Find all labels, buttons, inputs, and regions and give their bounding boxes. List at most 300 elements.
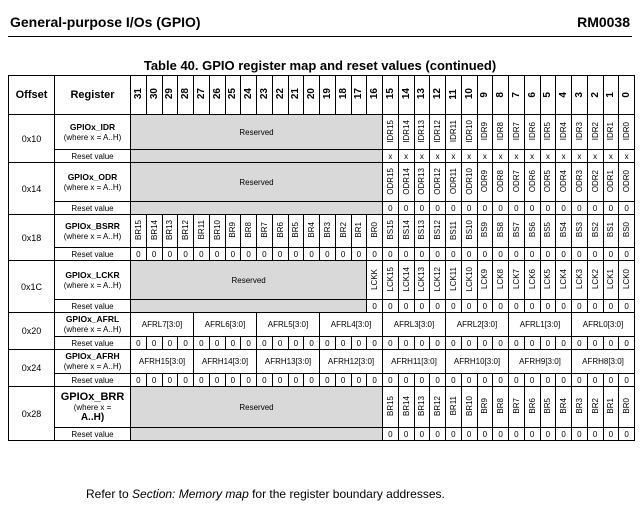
field-label: BS11 [448, 220, 458, 240]
field-bit [493, 163, 509, 202]
reset-bit: 0 [398, 337, 414, 350]
field-label: BR0 [622, 398, 632, 414]
bit-header [257, 76, 273, 115]
field-bit [446, 261, 462, 300]
field-label: BR10 [212, 219, 222, 240]
field-bit [572, 215, 588, 248]
field-label: LCKK [370, 268, 380, 290]
field-label: LCK7 [511, 268, 521, 289]
memory-map-link[interactable]: Section: Memory map [132, 487, 249, 501]
register-scope: (where x = A..H) [63, 362, 122, 371]
reset-bit: 0 [178, 337, 194, 350]
reset-bit: 0 [304, 248, 320, 261]
field-label: LCK0 [622, 268, 632, 289]
register-name: GPIOx_BSRR [65, 220, 120, 231]
field-label: LCK14 [401, 266, 411, 292]
reset-bit: 0 [288, 248, 304, 261]
reset-bit: 0 [194, 374, 210, 387]
reset-bit: 0 [257, 337, 273, 350]
register-name-cell [55, 261, 131, 300]
reset-bit: 0 [477, 428, 493, 441]
reset-row [9, 300, 635, 313]
reserved-reset [131, 202, 383, 215]
reset-bit: 0 [572, 202, 588, 215]
reset-bit: 0 [540, 337, 556, 350]
offset-cell: 0x20 [9, 313, 55, 350]
bit-number: 14 [400, 88, 412, 100]
reset-label: Reset value [55, 202, 131, 215]
doc-section-title: General-purpose I/Os (GPIO) [10, 14, 201, 30]
field-bit [477, 387, 493, 428]
field-group: AFRL6[3:0] [194, 313, 257, 337]
register-row [9, 350, 635, 374]
reset-bit: 0 [414, 248, 430, 261]
reserved-field: Reserved [131, 115, 383, 150]
field-label: BR15 [133, 219, 143, 240]
field-bit [335, 215, 351, 248]
reset-bit: 0 [509, 374, 525, 387]
field-bit [477, 261, 493, 300]
field-bit [509, 387, 525, 428]
reset-bit: 0 [430, 428, 446, 441]
field-bit [383, 261, 399, 300]
field-label: BS12 [433, 220, 443, 240]
field-label: BS6 [527, 222, 537, 238]
field-label: BR8 [244, 222, 254, 238]
field-bit [383, 163, 399, 202]
field-label: BR1 [354, 222, 364, 238]
reset-bit: 0 [320, 374, 336, 387]
reset-bit: 0 [587, 374, 603, 387]
field-label: BR10 [464, 395, 474, 416]
field-label: BR6 [275, 222, 285, 238]
reset-bit: 0 [398, 374, 414, 387]
register-scope-range: A..H) [80, 411, 105, 423]
field-label: IDR13 [417, 119, 427, 143]
field-bit [414, 261, 430, 300]
bit-number: 20 [306, 88, 318, 100]
reset-bit: 0 [225, 374, 241, 387]
field-bit [430, 163, 446, 202]
reset-label: Reset value [55, 248, 131, 261]
reserved-reset [131, 150, 383, 163]
bit-header [430, 76, 446, 115]
field-bit [398, 387, 414, 428]
field-bit [540, 387, 556, 428]
field-bit [430, 387, 446, 428]
reset-bit: 0 [619, 337, 635, 350]
field-bit [225, 215, 241, 248]
bit-header [414, 76, 430, 115]
field-label: ODR9 [480, 169, 490, 193]
bit-number: 22 [274, 88, 286, 100]
field-bit [509, 163, 525, 202]
reset-bit: 0 [556, 300, 572, 313]
field-bit [209, 215, 225, 248]
field-label: ODR1 [606, 169, 616, 193]
reset-bit: 0 [540, 300, 556, 313]
field-bit [288, 215, 304, 248]
register-name: GPIOx_AFRH [65, 351, 120, 361]
register-map-table [8, 75, 635, 441]
field-bit [493, 215, 509, 248]
reset-bit: 0 [335, 374, 351, 387]
field-bit [603, 115, 619, 150]
field-bit [398, 261, 414, 300]
bit-number: 12 [432, 88, 444, 100]
field-group: AFRL7[3:0] [131, 313, 194, 337]
field-bit [619, 115, 635, 150]
reset-bit: 0 [430, 248, 446, 261]
field-label: ODR8 [496, 169, 506, 193]
field-bit [572, 387, 588, 428]
reset-bit: 0 [556, 202, 572, 215]
reset-bit: 0 [461, 202, 477, 215]
register-scope: (where x = A..H) [63, 280, 122, 290]
bit-header [194, 76, 210, 115]
bit-number: 3 [573, 92, 585, 98]
footnote-prefix: Refer to [86, 487, 133, 501]
field-label: ODR6 [527, 169, 537, 193]
field-bit [383, 387, 399, 428]
bit-header [131, 76, 147, 115]
reset-bit: 0 [304, 337, 320, 350]
reset-bit: 0 [524, 248, 540, 261]
field-label: IDR5 [543, 121, 553, 141]
field-group: AFRL4[3:0] [320, 313, 383, 337]
field-group: AFRL5[3:0] [257, 313, 320, 337]
reset-bit: x [477, 150, 493, 163]
reset-bit: 0 [398, 300, 414, 313]
field-label: ODR2 [590, 169, 600, 193]
offset-cell: 0x14 [9, 163, 55, 215]
field-bit [446, 163, 462, 202]
bit-header [241, 76, 257, 115]
reset-bit: 0 [587, 202, 603, 215]
field-bit [446, 215, 462, 248]
reset-bit: 0 [446, 428, 462, 441]
reset-bit: 0 [619, 202, 635, 215]
register-name-cell [55, 350, 131, 374]
reset-bit: 0 [241, 248, 257, 261]
field-label: ODR11 [448, 167, 458, 195]
field-group: AFRH8[3:0] [572, 350, 635, 374]
reset-bit: 0 [351, 248, 367, 261]
reset-bit: 0 [524, 337, 540, 350]
reset-bit: 0 [383, 428, 399, 441]
field-label: ODR7 [511, 169, 521, 193]
field-label: IDR1 [606, 121, 616, 141]
field-label: IDR6 [527, 121, 537, 141]
field-label: BR11 [196, 220, 206, 240]
reset-bit: 0 [131, 374, 147, 387]
register-name: GPIOx_LCKR [65, 269, 120, 280]
bit-number: 31 [132, 88, 144, 100]
reset-bit: 0 [383, 374, 399, 387]
field-bit [477, 163, 493, 202]
field-bit [320, 215, 336, 248]
register-name-cell [55, 387, 131, 428]
reset-bit: 0 [131, 337, 147, 350]
field-label: BR3 [574, 398, 584, 414]
field-bit [414, 163, 430, 202]
field-bit [477, 215, 493, 248]
reset-bit: 0 [587, 337, 603, 350]
field-label: ODR15 [385, 167, 395, 195]
reset-bit: x [509, 150, 525, 163]
reset-bit: 0 [587, 428, 603, 441]
reset-bit: 0 [320, 248, 336, 261]
field-bit [414, 387, 430, 428]
reserved-field: Reserved [131, 163, 383, 202]
bit-number: 28 [180, 88, 192, 100]
field-group: AFRL1[3:0] [509, 313, 572, 337]
field-label: BR1 [606, 398, 616, 414]
offset-cell: 0x1C [9, 261, 55, 313]
bit-header [209, 76, 225, 115]
bit-number: 6 [526, 92, 538, 98]
field-bit [162, 215, 178, 248]
reset-bit: 0 [619, 300, 635, 313]
reset-bit: x [383, 150, 399, 163]
field-label: LCK9 [480, 268, 490, 289]
field-group: AFRH15[3:0] [131, 350, 194, 374]
bit-header [477, 76, 493, 115]
reset-row [9, 428, 635, 441]
field-bit [493, 115, 509, 150]
bit-number: 17 [353, 88, 365, 100]
field-label: BS14 [401, 220, 411, 240]
reset-bit: 0 [493, 374, 509, 387]
reset-bit: x [556, 150, 572, 163]
bit-header [493, 76, 509, 115]
field-group: AFRH9[3:0] [509, 350, 572, 374]
field-bit [131, 215, 147, 248]
reset-bit: 0 [162, 248, 178, 261]
reset-bit: x [540, 150, 556, 163]
field-bit [540, 215, 556, 248]
register-name: GPIOx_AFRL [65, 314, 120, 324]
reset-bit: 0 [572, 428, 588, 441]
register-header: Register [55, 76, 131, 115]
register-row [9, 115, 635, 150]
field-label: BR3 [322, 222, 332, 238]
field-bit [509, 215, 525, 248]
field-bit [257, 215, 273, 248]
offset-cell: 0x24 [9, 350, 55, 387]
bit-number: 24 [243, 88, 255, 100]
reset-bit: 0 [477, 337, 493, 350]
field-bit [524, 261, 540, 300]
field-label: LCK13 [417, 266, 427, 292]
reset-bit: 0 [446, 248, 462, 261]
field-label: LCK11 [448, 267, 458, 291]
field-bit [619, 387, 635, 428]
reset-bit: 0 [304, 374, 320, 387]
field-bit [383, 215, 399, 248]
field-bit [619, 163, 635, 202]
field-label: BR4 [559, 398, 569, 414]
register-name: GPIOx_ODR [67, 171, 118, 182]
field-bit [509, 115, 525, 150]
field-bit [556, 387, 572, 428]
reset-bit: 0 [587, 248, 603, 261]
field-label: ODR5 [543, 169, 553, 193]
field-label: BS5 [543, 222, 553, 238]
reset-bit: 0 [367, 374, 383, 387]
bit-number: 21 [290, 88, 302, 100]
field-label: IDR14 [401, 119, 411, 143]
reset-bit: 0 [540, 374, 556, 387]
reset-bit: 0 [272, 248, 288, 261]
reset-bit: x [430, 150, 446, 163]
field-bit [603, 387, 619, 428]
field-bit [556, 115, 572, 150]
reset-bit: 0 [367, 337, 383, 350]
field-label: IDR8 [496, 121, 506, 141]
field-bit [398, 115, 414, 150]
reset-bit: 0 [131, 248, 147, 261]
table-caption: Table 40. GPIO register map and reset values (continued) [143, 58, 497, 73]
reset-bit: 0 [603, 300, 619, 313]
reserved-field: Reserved [131, 261, 367, 300]
field-bit [430, 115, 446, 150]
field-bit [509, 261, 525, 300]
field-label: BR14 [401, 395, 411, 416]
field-group: AFRH13[3:0] [257, 350, 320, 374]
register-scope: (where x = [73, 402, 112, 412]
reset-bit: 0 [603, 337, 619, 350]
field-bit [477, 115, 493, 150]
field-group: AFRH14[3:0] [194, 350, 257, 374]
reset-bit: 0 [619, 428, 635, 441]
reset-bit: 0 [556, 428, 572, 441]
field-label: BR13 [417, 395, 427, 416]
reset-bit: 0 [477, 300, 493, 313]
field-bit [587, 261, 603, 300]
reset-bit: 0 [162, 337, 178, 350]
reset-bit: x [493, 150, 509, 163]
field-label: IDR2 [590, 121, 600, 141]
reset-bit: x [603, 150, 619, 163]
reset-bit: x [446, 150, 462, 163]
field-bit [493, 261, 509, 300]
bit-number: 25 [227, 88, 239, 100]
field-bit [461, 387, 477, 428]
field-bit [540, 261, 556, 300]
field-label: BR4 [307, 222, 317, 238]
reset-bit: 0 [461, 337, 477, 350]
reset-bit: 0 [398, 202, 414, 215]
reset-bit: 0 [572, 300, 588, 313]
field-bit [603, 261, 619, 300]
field-label: BR5 [291, 222, 301, 238]
bit-number: 8 [495, 92, 507, 98]
field-bit [194, 215, 210, 248]
reset-bit: 0 [430, 202, 446, 215]
reset-bit: 0 [540, 202, 556, 215]
register-name-cell [55, 163, 131, 202]
reset-bit: 0 [461, 374, 477, 387]
field-bit [367, 215, 383, 248]
field-bit [556, 261, 572, 300]
reset-bit: 0 [383, 337, 399, 350]
bit-number: 9 [479, 92, 491, 98]
field-label: BS13 [417, 220, 427, 240]
field-label: IDR10 [464, 119, 474, 143]
bit-header [304, 76, 320, 115]
field-label: BR11 [448, 396, 458, 416]
bit-header [288, 76, 304, 115]
reset-bit: 0 [146, 337, 162, 350]
reset-bit: 0 [414, 300, 430, 313]
reset-bit: 0 [446, 300, 462, 313]
reset-bit: 0 [446, 202, 462, 215]
field-label: BR5 [543, 398, 553, 414]
reset-bit: 0 [351, 374, 367, 387]
field-bit [524, 163, 540, 202]
field-label: BS3 [574, 222, 584, 238]
field-bit [587, 215, 603, 248]
reset-bit: 0 [477, 202, 493, 215]
reset-bit: 0 [383, 248, 399, 261]
field-bit [414, 215, 430, 248]
field-bit [587, 163, 603, 202]
bit-header [272, 76, 288, 115]
reset-bit: 0 [524, 428, 540, 441]
reset-bit: 0 [477, 248, 493, 261]
reset-bit: 0 [209, 374, 225, 387]
field-bit [446, 115, 462, 150]
reset-bit: 0 [461, 300, 477, 313]
bit-number: 23 [258, 88, 270, 100]
reset-row [9, 202, 635, 215]
field-label: LCK10 [464, 266, 474, 292]
field-bit [430, 261, 446, 300]
reset-bit: x [619, 150, 635, 163]
bit-number: 1 [605, 92, 617, 98]
reset-bit: x [572, 150, 588, 163]
reset-bit: 0 [430, 374, 446, 387]
reset-bit: 0 [383, 202, 399, 215]
field-label: IDR3 [574, 121, 584, 141]
bit-header [603, 76, 619, 115]
field-label: BS10 [464, 220, 474, 240]
reset-bit: 0 [509, 428, 525, 441]
table-header-row [9, 76, 635, 115]
field-bit [540, 163, 556, 202]
field-bit [304, 215, 320, 248]
field-bit [572, 163, 588, 202]
field-label: ODR0 [622, 169, 632, 193]
bit-number: 16 [369, 88, 381, 100]
register-row [9, 215, 635, 248]
field-label: BR2 [338, 222, 348, 238]
reset-bit: 0 [524, 202, 540, 215]
field-group: AFRL2[3:0] [446, 313, 509, 337]
reset-bit: 0 [524, 374, 540, 387]
bit-header [540, 76, 556, 115]
reset-bit: 0 [146, 374, 162, 387]
field-label: BS1 [606, 222, 616, 238]
reset-bit: 0 [335, 337, 351, 350]
reset-bit: 0 [603, 374, 619, 387]
field-bit [351, 215, 367, 248]
reset-bit: 0 [225, 248, 241, 261]
bit-header [367, 76, 383, 115]
field-group: AFRH11[3:0] [383, 350, 446, 374]
reset-bit: 0 [572, 248, 588, 261]
